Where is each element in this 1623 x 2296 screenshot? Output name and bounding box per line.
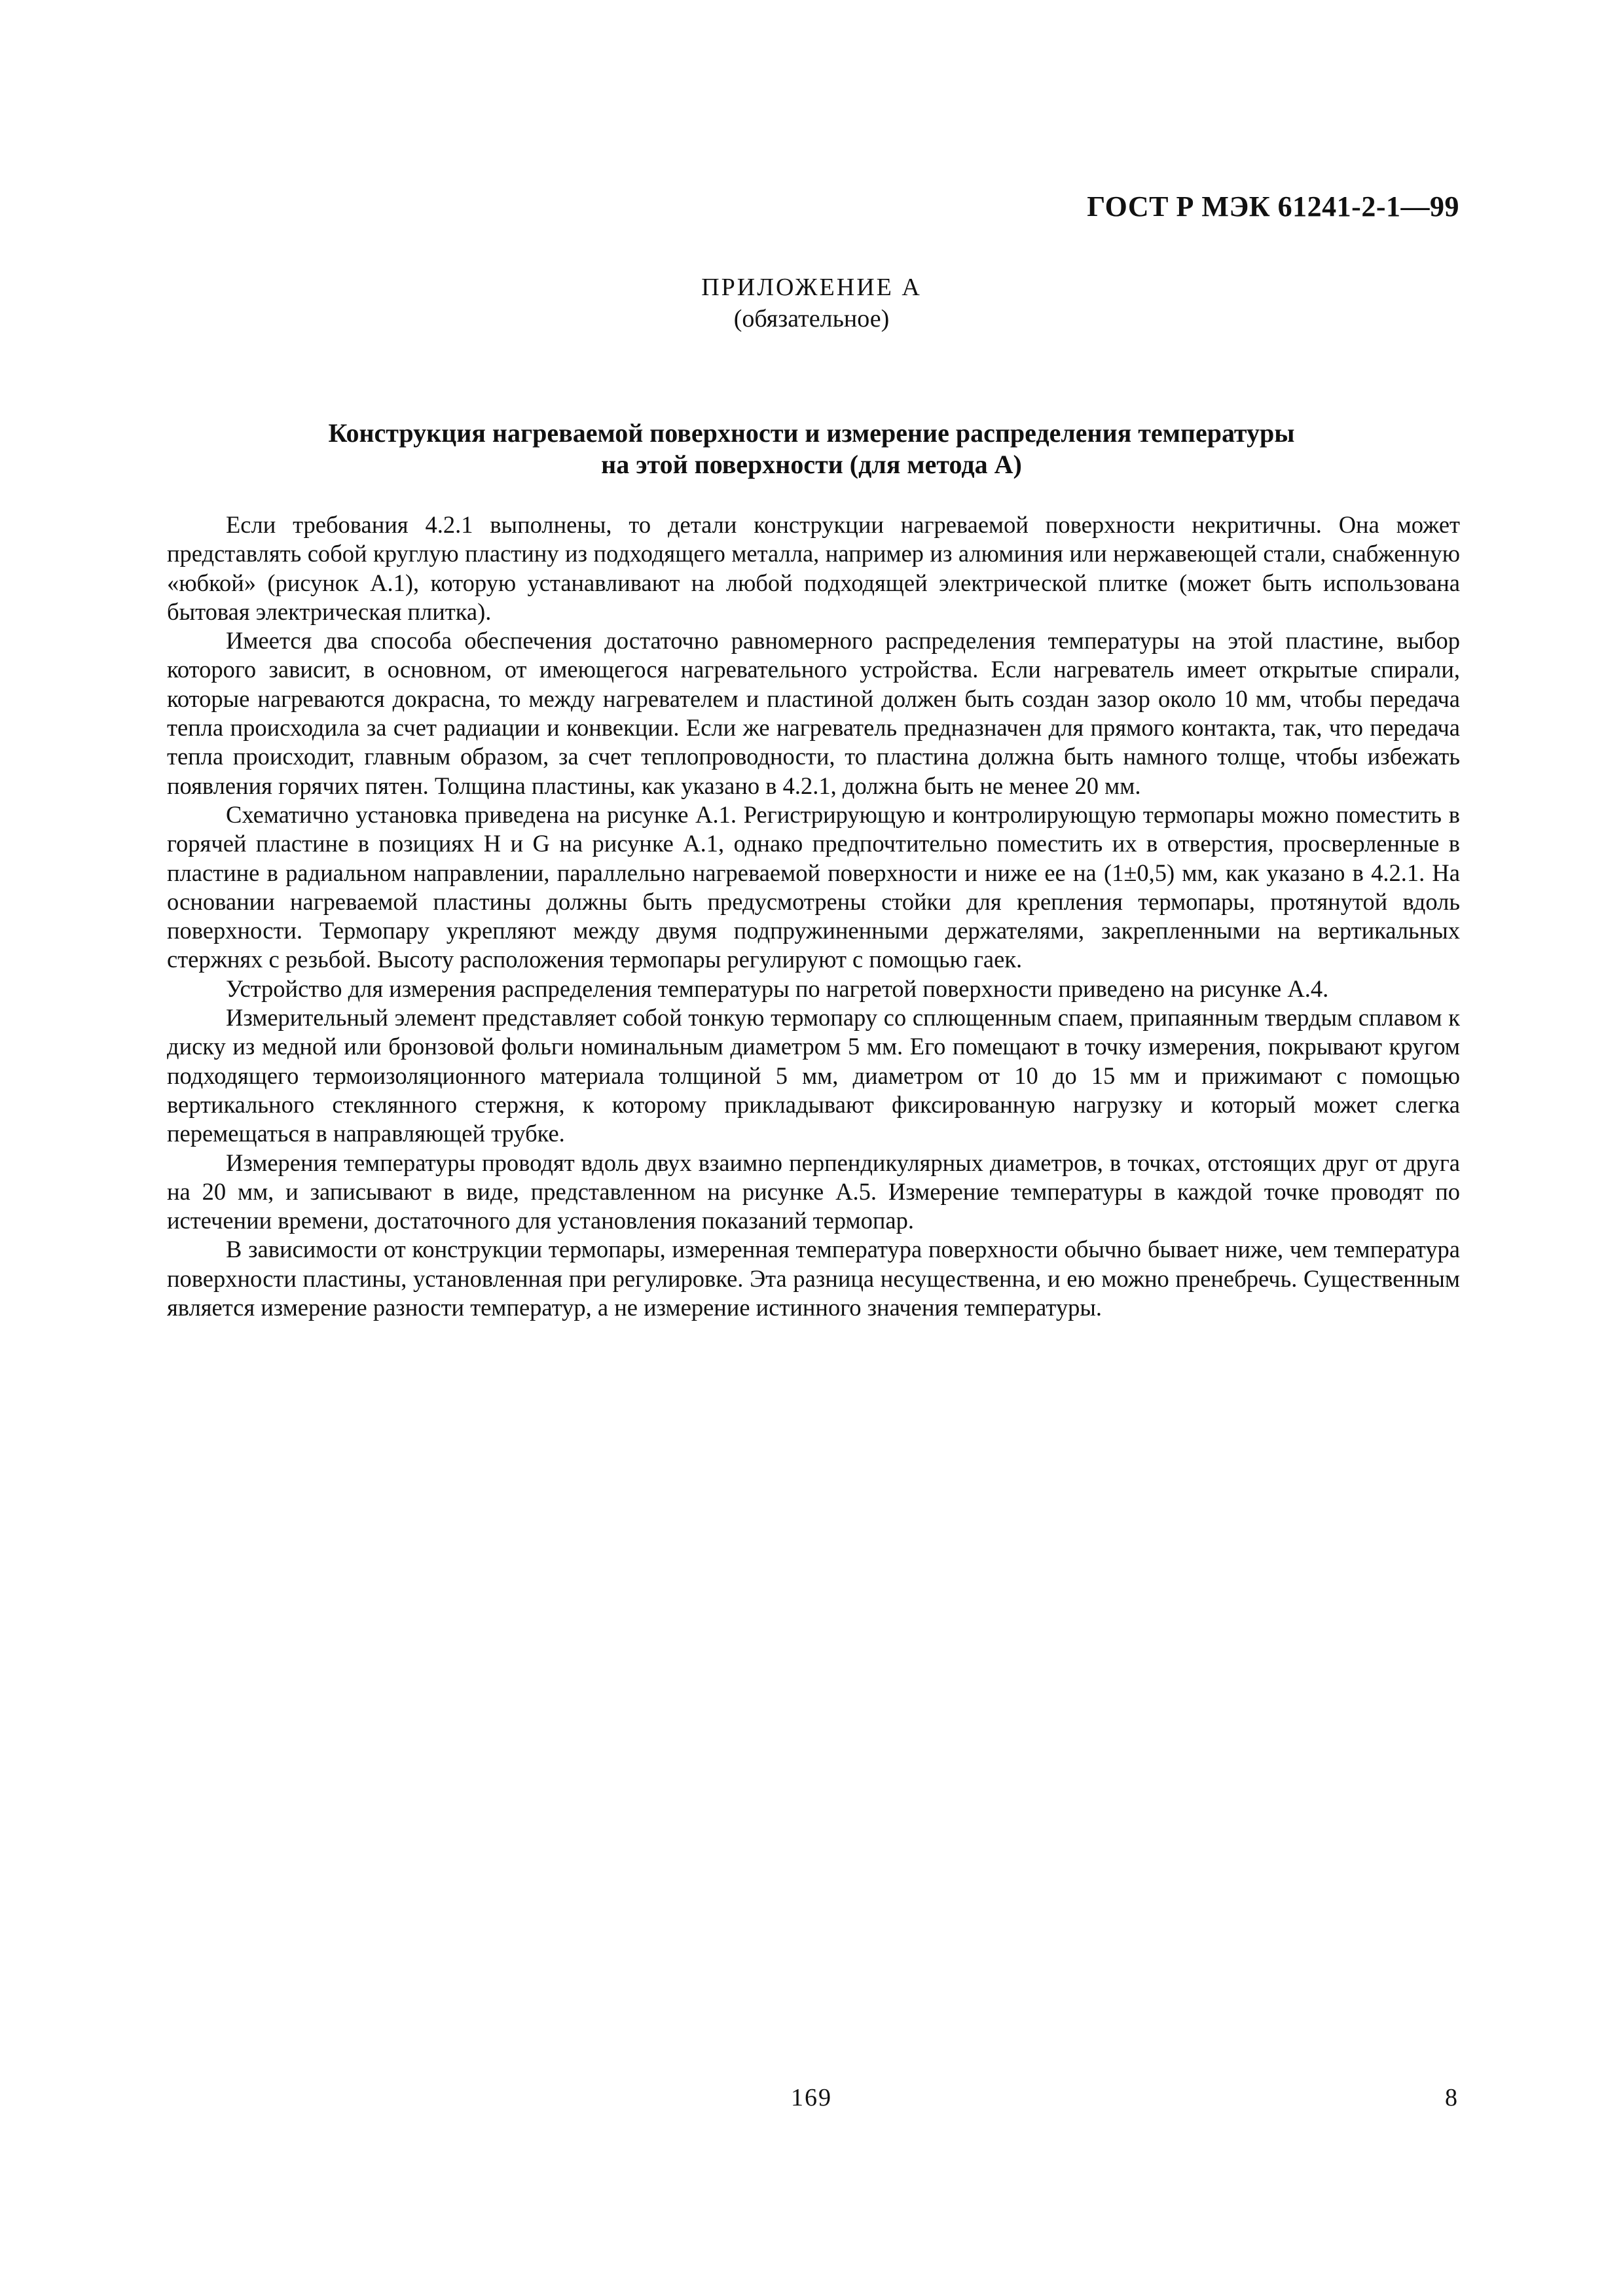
section-title: [0, 418, 1623, 480]
paragraph: Устройство для измерения распределения температуры по нагретой поверхности приведено на рисунке А.4.: [226, 975, 1329, 1002]
paragraph: В зависимости от конструкции термопары, измеренная температура поверхности обычно бывает ниже, чем температура поверхности пластины, установленная при регулировке. Эта разница несущественна, и ею можно пренебречь. Существенным является измерение разности температур, а не измерение истинного значения температуры.: [167, 1236, 1460, 1321]
document-code: ГОСТ Р МЭК 61241-2-1—99: [1087, 190, 1459, 223]
appendix-heading: [0, 272, 1623, 334]
paragraph: Схематично установка приведена на рисунке А.1. Регистрирующую и контролирующую термопары можно поместить в горячей пластине в позициях H и G на рисунке А.1, однако предпочтительно поместить их в отверстия, просверленные в пластине в радиальном направлении, параллельно нагреваемой поверхности и ниже ее на (1±0,5) мм, как указано в 4.2.1. На основании нагреваемой пластины должны быть предусмотрены стойки для крепления термопары, протянутой вдоль поверхности. Термопару укрепляют между двумя подпружиненными держателями, закрепленными на вертикальных стержнях с резьбой. Высоту расположения термопары регулируют с помощью гаек.: [167, 800, 1460, 973]
section-title-line-1: Конструкция нагреваемой поверхности и измерение распределения температуры: [328, 418, 1295, 448]
paragraph: Имеется два способа обеспечения достаточно равномерного распределения температуры на этой пластине, выбор которого зависит, в основном, от имеющегося нагревательного устройства. Если нагреватель имеет открытые спирали, которые нагреваются докрасна, то между нагревателем и пластиной должен быть создан зазор около 10 мм, чтобы передача тепла происходила за счет радиации и конвекции. Если же нагреватель предназначен для прямого контакта, так, что передача тепла происходит, главным образом, за счет теплопроводности, то пластина должна быть намного толще, чтобы избежать появления горячих пятен. Толщина пластины, как указано в 4.2.1, должна быть не менее 20 мм.: [167, 627, 1460, 799]
body-text: [167, 511, 1460, 1322]
paragraph: Если требования 4.2.1 выполнены, то детали конструкции нагреваемой поверхности некритичны. Она может представлять собой круглую пластину из подходящего металла, например из алюминия или нержавеющей стали, снабженную «юбкой» (рисунок А.1), которую устанавливают на любой подходящей электрической плитке (может быть использована бытовая электрическая плитка).: [167, 511, 1460, 625]
paragraph: Измерительный элемент представляет собой тонкую термопару со сплющенным спаем, припаянным твердым сплавом к диску из медной или бронзовой фольги номинальным диаметром 5 мм. Его помещают в точку измерения, покрывают кругом подходящего термоизоляционного материала толщиной 5 мм, диаметром от 10 до 15 мм и прижимают с помощью вертикального стеклянного стержня, к которому прикладывают фиксированную нагрузку и который может слегка перемещаться в направляющей трубке.: [167, 1004, 1460, 1147]
paragraph: Измерения температуры проводят вдоль двух взаимно перпендикулярных диаметров, в точках, отстоящих друг от друга на 20 мм, и записывают в виде, представленном на рисунке А.5. Измерение температуры в каждой точке проводят по истечении времени, достаточного для установления показаний термопар.: [167, 1149, 1460, 1234]
page-number: 169: [791, 2084, 832, 2111]
appendix-status: (обязательное): [733, 305, 890, 332]
sheet-number: 8: [1445, 2084, 1457, 2111]
section-title-line-2: на этой поверхности (для метода А): [601, 450, 1022, 479]
appendix-title: ПРИЛОЖЕНИЕ А: [701, 274, 922, 301]
